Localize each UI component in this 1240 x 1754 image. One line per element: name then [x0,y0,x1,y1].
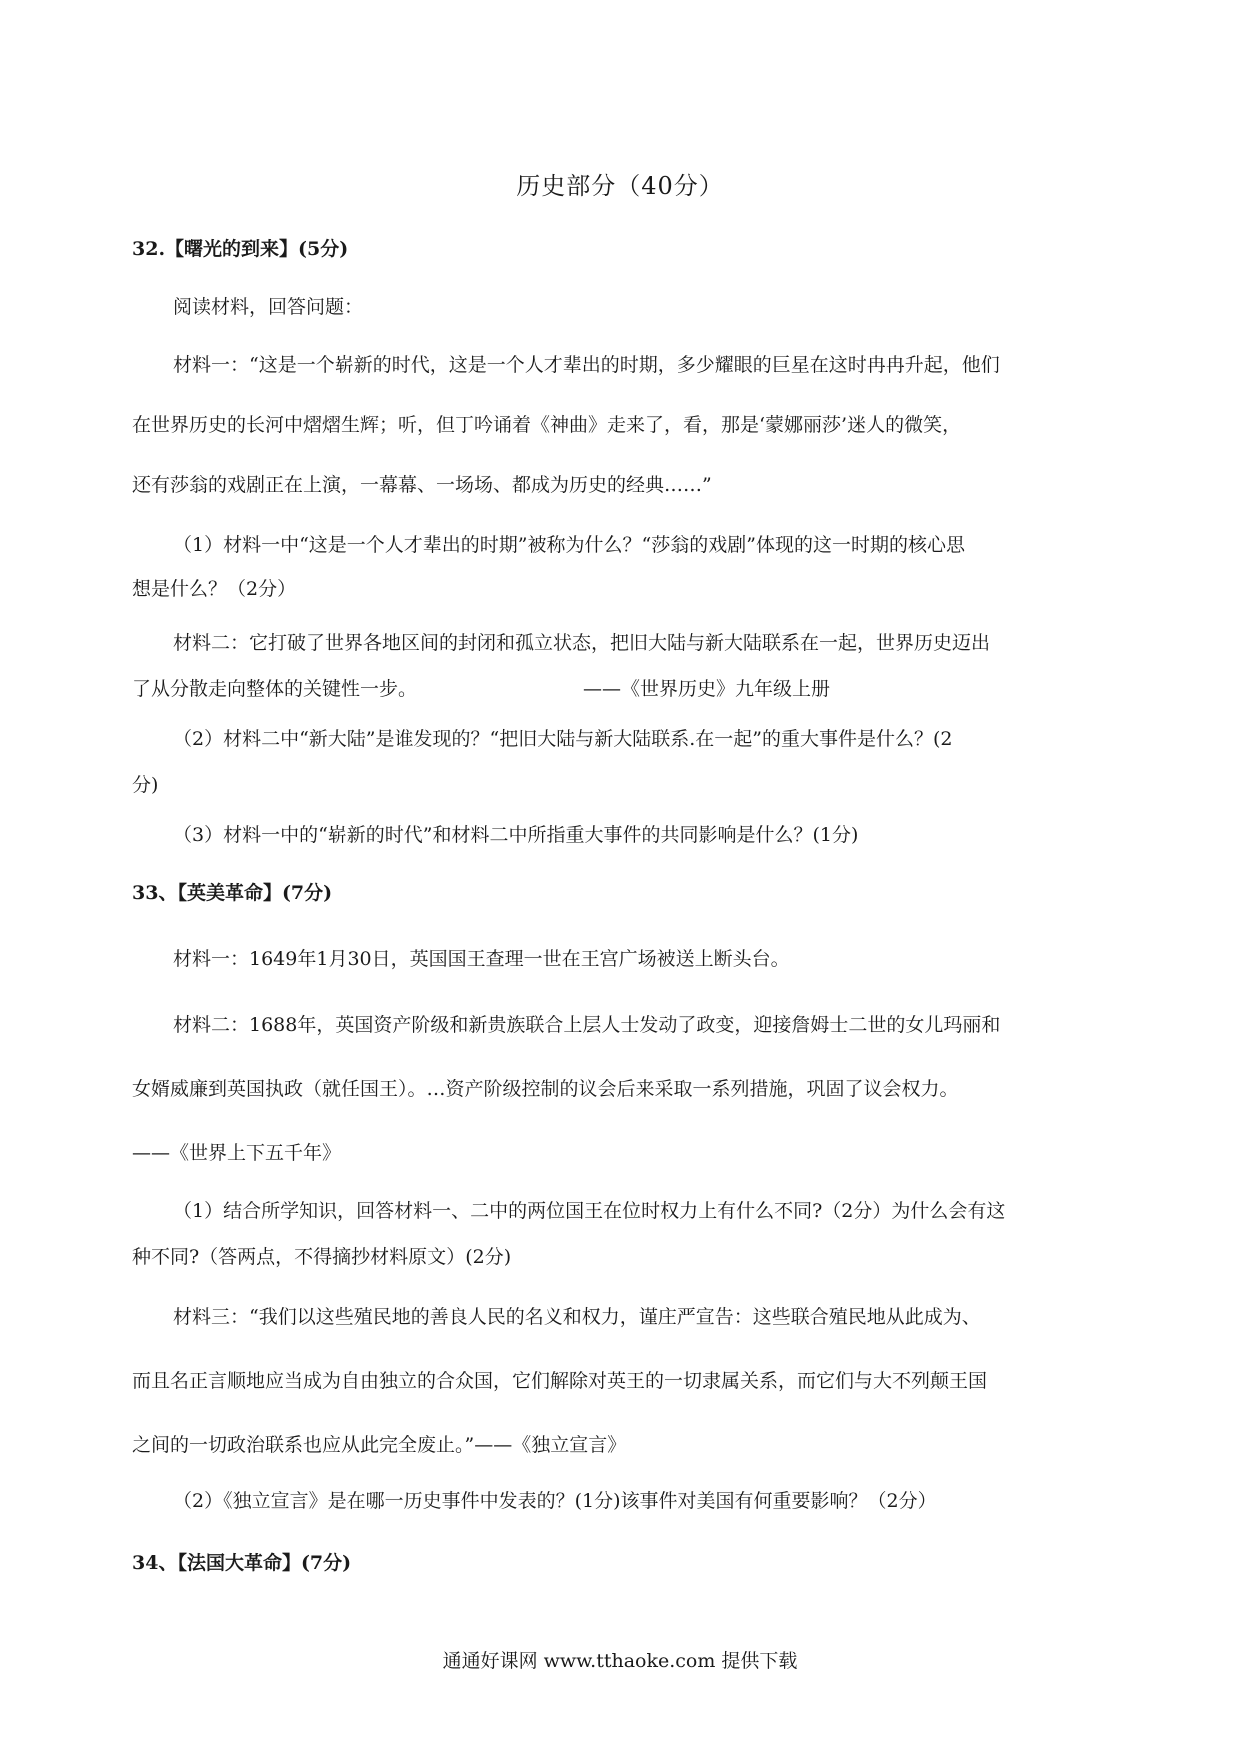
q33-material2-source: ——《世界上下五千年》 [132,1142,342,1164]
q32-material1-line: 材料一：“这是一个崭新的时代，这是一个人才辈出的时期，多少耀眼的巨星在这时冉冉升起，他们 [173,354,1000,376]
q32-material1-line: 在世界历史的长河中熠熠生辉；听，但丁吟诵着《神曲》走来了，看，那是‘蒙娜丽莎’迷人的微笑， [132,414,962,436]
q32-sub2-line: 分) [132,774,159,796]
q32-sub2-line: （2）材料二中“新大陆”是谁发现的？“把旧大陆与新大陆联系.在一起”的重大事件是什么？(2 [173,728,953,750]
q32-material1-line: 还有莎翁的戏剧正在上演，一幕幕、一场场、都成为历史的经典……” [132,474,712,496]
q33-material3-line: 而且名正言顺地应当成为自由独立的合众国，它们解除对英王的一切隶属关系，而它们与大不列颠王国 [132,1370,988,1392]
q32-sub1-line: 想是什么？（2分） [132,578,297,600]
q33-material1: 材料一：1649年1月30日，英国国王查理一世在王宫广场被送上断头台。 [173,948,790,970]
q32-material2-source: ——《世界历史》九年级上册 [583,678,831,700]
q32-material2-line: 了从分散走向整体的关键性一步。 [132,678,418,700]
q33-sub2: （2）《独立宣言》是在哪一历史事件中发表的？(1分)该事件对美国有何重要影响？（2分） [173,1490,937,1512]
q32-heading: 32.【曙光的到来】(5分) [132,238,349,260]
q33-material3-line: 材料三：“我们以这些殖民地的善良人民的名义和权力，谨庄严宣告：这些联合殖民地从此成为、 [173,1306,981,1328]
q32-material2-line: 材料二：它打破了世界各地区间的封闭和孤立状态，把旧大陆与新大陆联系在一起，世界历史迈出 [173,632,991,654]
q33-sub1-line: （1）结合所学知识，回答材料一、二中的两位国王在位时权力上有什么不同?（2分）为什么会有这 [173,1200,1006,1222]
section-title: 历史部分（40分） [516,172,724,200]
q33-material2-line: 材料二：1688年，英国资产阶级和新贵族联合上层人士发动了政变，迎接詹姆士二世的女儿玛丽和 [173,1014,1001,1036]
q32-sub3: （3）材料一中的“崭新的时代”和材料二中所指重大事件的共同影响是什么？(1分) [173,824,859,846]
q34-heading: 34、【法国大革命】(7分) [132,1552,352,1574]
q33-heading: 33、【英美革命】(7分) [132,882,333,904]
q33-material2-line: 女婿威廉到英国执政（就任国王）。…资产阶级控制的议会后来采取一系列措施，巩固了议会权力。 [132,1078,959,1100]
q32-sub1-line: （1）材料一中“这是一个人才辈出的时期”被称为什么？“莎翁的戏剧”体现的这一时期的核心思 [173,534,965,556]
q33-sub1-line: 种不同?（答两点，不得摘抄材料原文）(2分) [132,1246,512,1268]
footer-credit: 通通好课网 www.tthaoke.com 提供下载 [442,1650,798,1672]
q33-material3-line: 之间的一切政治联系也应从此完全废止。”——《独立宣言》 [132,1434,627,1456]
q32-intro: 阅读材料，回答问题： [173,296,364,318]
